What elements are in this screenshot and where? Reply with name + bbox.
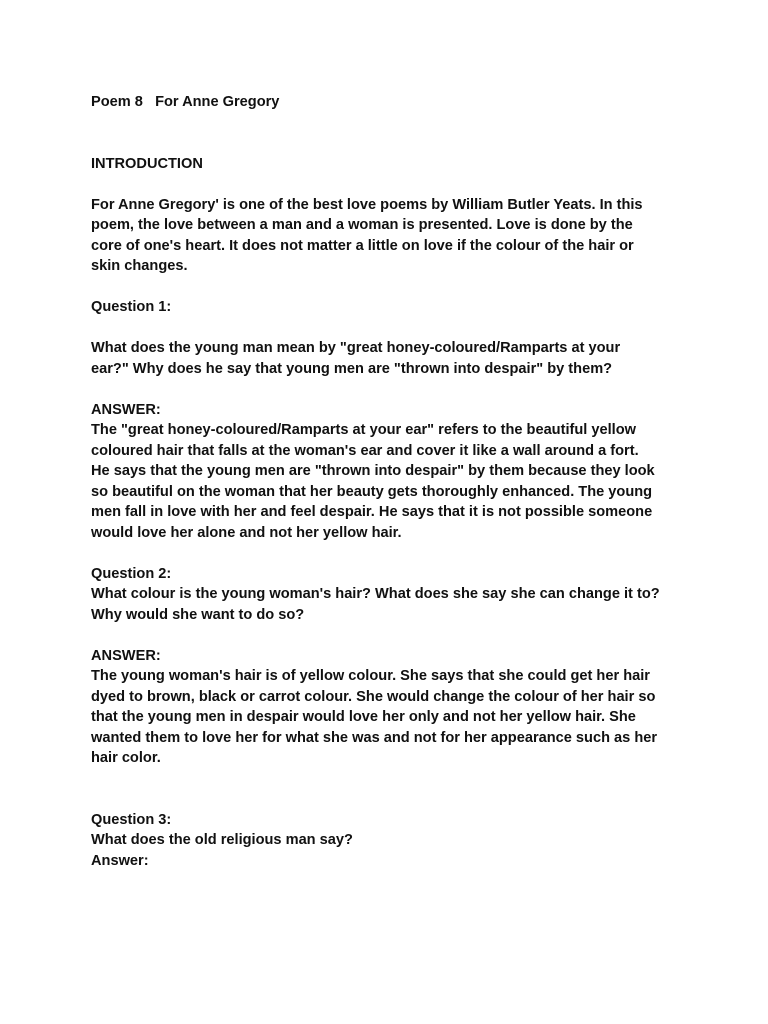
question-1-line: What does the young man mean by "great honey-coloured/Ramparts at your: [91, 340, 621, 356]
spacer: [91, 543, 691, 564]
question-3-line: What does the old religious man say?: [91, 832, 353, 848]
answer-2-line: that the young men in despair would love her only and not her yellow hair. She: [91, 709, 636, 725]
question-2-line: What colour is the young woman's hair? What does she say she can change it to?: [91, 586, 660, 602]
introduction-line: core of one's heart. It does not matter a little on love if the colour of the hair or: [91, 237, 634, 254]
answer-1-line: so beautiful on the woman that her beauty gets thoroughly enhanced. The young: [91, 483, 653, 500]
answer-1-label: ANSWER:: [91, 401, 161, 418]
spacer: [91, 113, 691, 154]
answer-1-line: coloured hair that falls at the woman's ear and cover it like a wall around a fort.: [91, 442, 639, 459]
answer-1-line: men fall in love with her and feel despair. He says that it is not possible someone: [91, 504, 653, 520]
answer-1-line: He says that the young men are "thrown into despair" by them because they look: [91, 463, 655, 479]
answer-2-line: wanted them to love her for what she was and not for her appearance such as her: [91, 729, 658, 746]
spacer: [91, 318, 691, 339]
answer-1-line: The "great honey-coloured/Ramparts at your ear" refers to the beautiful yellow: [91, 422, 637, 438]
introduction-heading: INTRODUCTION: [91, 155, 203, 172]
question-2-line: Why would she want to do so?: [91, 606, 305, 623]
answer-3-label: Answer:: [91, 852, 149, 869]
answer-2-line: dyed to brown, black or carrot colour. She would change the colour of her hair so: [91, 688, 656, 705]
answer-2-label: ANSWER:: [91, 647, 161, 664]
spacer: [91, 769, 691, 810]
question-2-label: Question 2:: [91, 565, 172, 582]
answer-1-line: would love her alone and not her yellow hair.: [91, 524, 402, 541]
question-1-line: ear?" Why does he say that young men are "thrown into despair" by them?: [91, 360, 613, 377]
question-3-label: Question 3:: [91, 811, 172, 828]
spacer: [91, 174, 691, 195]
spacer: [91, 277, 691, 298]
answer-2-line: hair color.: [91, 750, 161, 766]
introduction-line: poem, the love between a man and a woman is presented. Love is done by the: [91, 217, 633, 233]
document-title: Poem 8 For Anne Gregory: [91, 94, 280, 110]
answer-2-line: The young woman's hair is of yellow colour. She says that she could get her hair: [91, 668, 650, 684]
spacer: [91, 379, 691, 400]
question-1-label: Question 1:: [91, 299, 172, 315]
introduction-line: For Anne Gregory' is one of the best love poems by William Butler Yeats. In this: [91, 196, 643, 213]
introduction-line: skin changes.: [91, 258, 188, 274]
document-page: [91, 92, 691, 871]
spacer: [91, 625, 691, 646]
